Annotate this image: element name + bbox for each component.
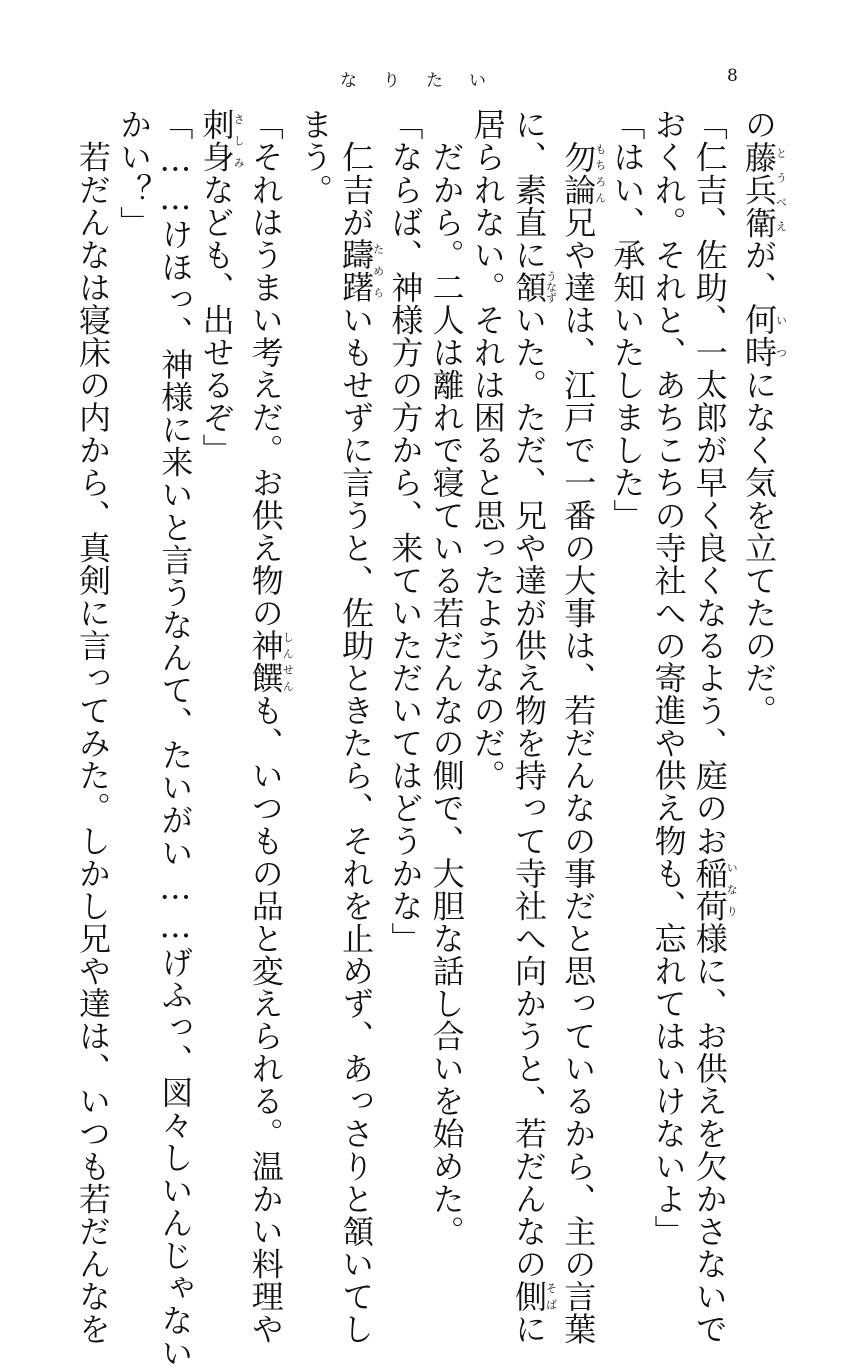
ruby-reading: ためら [371, 238, 385, 304]
running-title: なりたい [340, 71, 512, 91]
ruby-annotation [740, 303, 788, 369]
ruby-annotation [337, 238, 385, 304]
text-segment: 「……けほっ、神様に来いと言うなんて、たいがい……げふっ、図々しいんじゃない [156, 108, 195, 1369]
ruby-base: 勿論 [559, 140, 598, 206]
ruby-reading: もちろん [593, 140, 607, 206]
ruby-base: 何時 [740, 303, 778, 369]
text-segment: 兄や達は、江戸で一番の大事は、若だんなの事だと思っているから、主の言葉 [559, 205, 598, 1345]
ruby-reading: そば [544, 1279, 558, 1313]
text-segment: いもせずに言うと、佐助ときたら、それを止めず、あっさりと頷いてし [337, 303, 376, 1345]
text-segment: 「仁吉、佐助、一太郎が早く良くなるよう、庭のお [690, 108, 729, 857]
ruby-base: 頷 [509, 270, 548, 304]
ruby-annotation [740, 140, 788, 239]
text-segment [559, 108, 597, 141]
text-line [689, 108, 739, 1345]
text-line [335, 108, 385, 1345]
text-segment: まう。 [295, 108, 334, 206]
text-segment: 様に、お供えを欠かさないで [690, 921, 729, 1345]
ruby-annotation [197, 108, 246, 174]
text-segment: 「はい、承知いたしました」 [608, 108, 647, 532]
text-line [384, 108, 425, 1138]
text-segment: 「ならば、神様方の方から、来ていただいてはどうかな」 [386, 108, 425, 955]
ruby-base: 刺身 [197, 108, 236, 174]
text-segment: なども、出せるぞ」 [197, 173, 236, 467]
ruby-annotation [509, 270, 558, 304]
text-line [738, 108, 787, 1138]
text-segment: に [509, 1312, 548, 1345]
page-number: 8 [727, 66, 738, 86]
ruby-reading: とうべえ [774, 140, 788, 239]
text-line [154, 108, 195, 1369]
text-segment: も、いつもの品と変えられる。温かい料理や [246, 693, 285, 1345]
text-line [425, 108, 466, 1248]
ruby-base: 側 [509, 1279, 548, 1313]
ruby-reading: しんせん [281, 628, 295, 694]
text-segment: 若だんなは寝床の内から、真剣に言ってみた。しかし兄や達は、いつも若だんなを [73, 108, 112, 1345]
text-line [72, 108, 113, 1345]
ruby-base: 躊躇 [337, 238, 376, 304]
text-segment: 居られない。それは困ると思ったようなのだ。 [468, 108, 507, 792]
ruby-annotation [690, 856, 739, 922]
text-segment: になく気を立てたのだ。 [740, 368, 778, 727]
text-segment: の [740, 108, 778, 141]
ruby-base: 稲荷 [690, 856, 729, 922]
ruby-annotation [559, 140, 607, 206]
ruby-annotation [509, 1279, 558, 1313]
text-segment: かい？」 [115, 108, 154, 239]
text-line [467, 108, 508, 1138]
ruby-base: 藤兵衛 [740, 140, 778, 239]
text-line [245, 108, 295, 1345]
text-segment: おくれ。それと、あちこちの寺社への寄進や供え物も、忘れてはいけないよ」 [649, 108, 688, 1248]
ruby-annotation [246, 628, 295, 694]
text-line [508, 108, 558, 1345]
ruby-reading: さしみ [232, 108, 246, 174]
ruby-reading: うなず [544, 270, 558, 304]
text-segment: 仁吉が [337, 108, 376, 239]
text-segment: いた。ただ、兄や達が供え物を持って寺社へ向かうと、若だんなの [509, 303, 548, 1280]
text-line [606, 108, 647, 1138]
text-line [294, 108, 335, 1138]
text-segment: に、素直に [509, 108, 548, 271]
ruby-base: 神饌 [246, 628, 285, 694]
body-text [73, 108, 788, 1369]
ruby-reading: いなり [725, 856, 739, 922]
text-line [195, 108, 244, 1138]
text-segment: が、 [740, 238, 778, 304]
text-line [557, 108, 607, 1345]
text-segment: 「それはうまい考えだ。お供え物の [246, 108, 285, 629]
ruby-reading: いつ [774, 303, 788, 369]
text-segment: だから。二人は離れで寝ている若だんなの側で、大胆な話し合いを始めた。 [427, 108, 466, 1248]
text-line [113, 108, 154, 1138]
text-line [647, 108, 688, 1248]
